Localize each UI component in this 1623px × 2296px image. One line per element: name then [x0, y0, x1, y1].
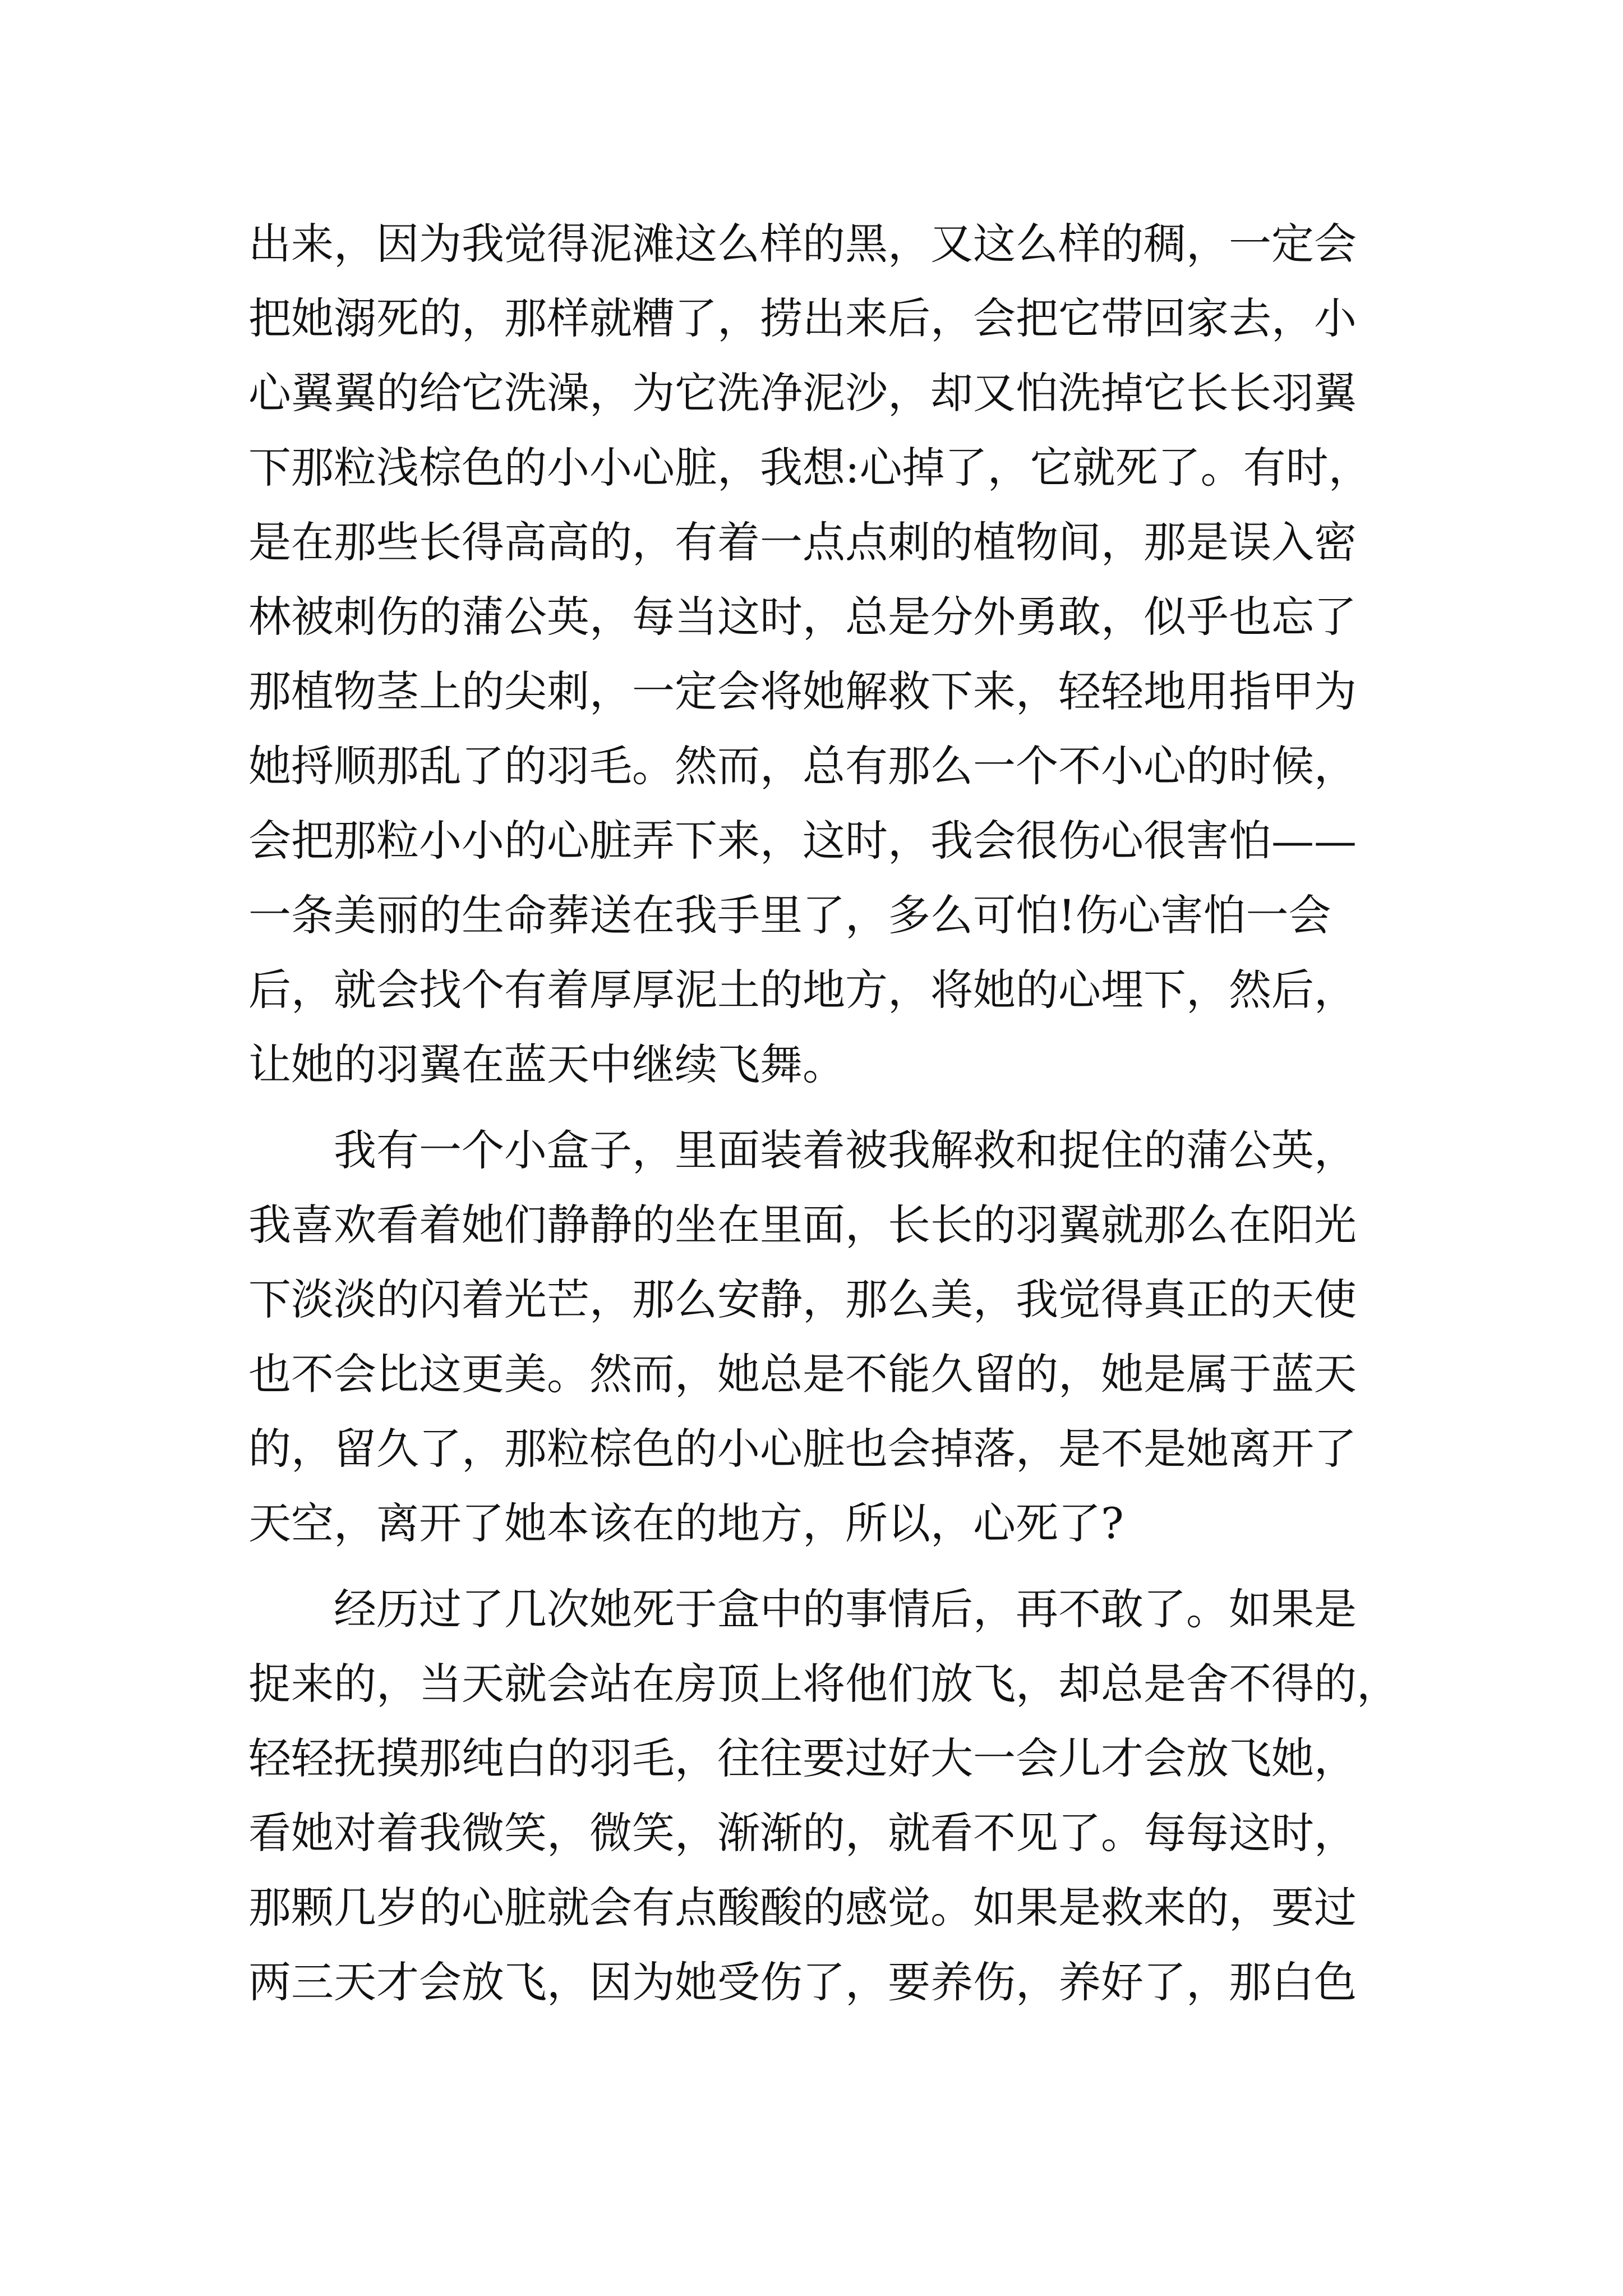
- text-line: 我喜欢看着她们静静的坐在里面，长长的羽翼就那么在阳光: [248, 1200, 1357, 1250]
- text-line: 也不会比这更美。然而，她总是不能久留的，她是属于蓝天: [248, 1349, 1357, 1399]
- text-line: 我有一个小盒子，里面装着被我解救和捉住的蒲公英，: [248, 1125, 1357, 1175]
- text-line: 后，就会找个有着厚厚泥土的地方，将她的心埋下，然后，: [248, 965, 1357, 1015]
- text-line: 那植物茎上的尖刺，一定会将她解救下来，轻轻地用指甲为: [248, 666, 1357, 716]
- text-line: 两三天才会放飞，因为她受伤了，要养伤，养好了，那白色: [248, 1957, 1357, 2007]
- paragraph-spacing: [248, 1561, 1398, 1572]
- text-line: 的，留久了，那粒棕色的小心脏也会掉落，是不是她离开了: [248, 1424, 1357, 1474]
- text-line: 会把那粒小小的心脏弄下来，这时，我会很伤心很害怕——: [248, 816, 1357, 866]
- text-line: 捉来的，当天就会站在房顶上将他们放飞，却总是舍不得的，: [248, 1659, 1399, 1709]
- text-line: 出来，因为我觉得泥滩这么样的黑，又这么样的稠，一定会: [248, 219, 1357, 269]
- text-line: 经历过了几次她死于盒中的事情后，再不敢了。如果是: [248, 1584, 1357, 1634]
- text-line: 她捋顺那乱了的羽毛。然而，总有那么一个不小心的时候，: [248, 741, 1357, 791]
- text-line: 那颗几岁的心脏就会有点酸酸的感觉。如果是救来的，要过: [248, 1883, 1357, 1932]
- text-line: 心翼翼的给它洗澡，为它洗净泥沙，却又怕洗掉它长长羽翼: [248, 368, 1357, 418]
- paragraph: [248, 206, 1398, 1102]
- paragraph: [248, 1113, 1398, 1561]
- body-text: [248, 206, 1398, 2019]
- paragraph: [248, 1572, 1398, 2019]
- text-line: 是在那些长得高高的，有着一点点刺的植物间，那是误入密: [248, 517, 1357, 567]
- text-line: 林被刺伤的蒲公英，每当这时，总是分外勇敢，似乎也忘了: [248, 592, 1357, 642]
- text-line: 天空，离开了她本该在的地方，所以，心死了?: [248, 1498, 1124, 1548]
- paragraph-spacing: [248, 1102, 1398, 1113]
- text-line: 看她对着我微笑，微笑，渐渐的，就看不见了。每每这时，: [248, 1808, 1357, 1858]
- text-line: 把她溺死的，那样就糟了，捞出来后，会把它带回家去，小: [248, 293, 1357, 343]
- text-line: 下那粒浅棕色的小小心脏，我想:心掉了，它就死了。有时，: [248, 443, 1371, 493]
- text-line: 一条美丽的生命葬送在我手里了，多么可怕!伤心害怕一会: [248, 890, 1331, 940]
- text-line: 让她的羽翼在蓝天中继续飞舞。: [248, 1039, 845, 1089]
- text-line: 下淡淡的闪着光芒，那么安静，那么美，我觉得真正的天使: [248, 1274, 1357, 1324]
- text-line: 轻轻抚摸那纯白的羽毛，往往要过好大一会儿才会放飞她，: [248, 1733, 1357, 1783]
